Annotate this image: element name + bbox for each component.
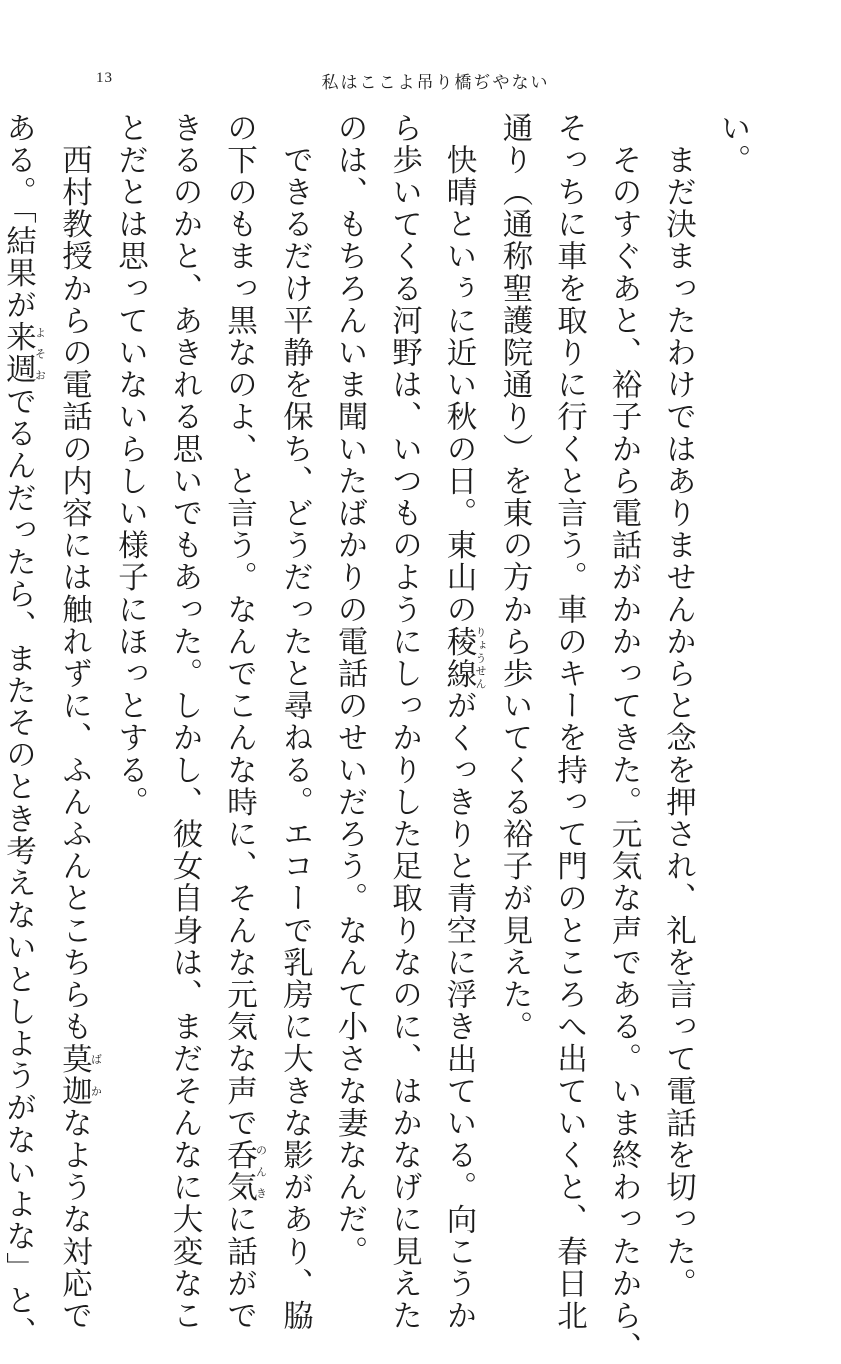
ruby-word: 莫迦ばか <box>56 1042 103 1108</box>
text-segment: ある。「結果が <box>0 112 36 322</box>
text-line: とだとは思っていないらしい様子にほっとする。 <box>112 112 148 819</box>
text-line: まだ決まったわけではありませんからと念を押され、礼を言って電話を切った。 <box>660 112 696 1300</box>
text-segment: に話がで <box>221 1203 257 1332</box>
ruby-word: 来週よそお <box>0 321 47 386</box>
text-segment: の下のもまっ黒なのよ、と言う。なんでこんな時に、そんな元気な声で <box>221 112 257 1140</box>
furigana: ばか <box>89 1042 103 1108</box>
text-line: 通り（通称聖護院通り）を東の方から歩いてくる裕子が見えた。 <box>497 112 532 1043</box>
text-segment: 快晴といぅに近い秋の日。東山の <box>441 112 476 626</box>
ruby-word: 稜線りょうせん <box>441 625 487 690</box>
running-title: 私はここよ吊り橋ぢやない <box>321 73 550 93</box>
text-line: ら歩いてくる河野は、いつものようにしっかりした足取りなのに、はかなげに見えた <box>386 112 422 1332</box>
furigana: よそお <box>33 321 47 386</box>
text-line: い。 <box>715 112 750 177</box>
ruby-word: 呑気のんき <box>221 1139 268 1204</box>
text-line: きるのかと、あきれる思いでもあった。しかし、彼女自身は、まだそんなに大変なこ <box>167 112 202 1332</box>
text-segment: でるんだったら、またそのとき考えないとしようがないよな」と、 <box>0 385 36 1349</box>
text-segment: なような対応で <box>56 1107 92 1332</box>
text-line: のは、もちろんいま聞いたばかりの電話のせいだろう。なんて小さな妻なんだ。 <box>332 112 367 1268</box>
text-line: そっちに車を取りに行くと言う。車のキーを持って門のところへ出ていくと、春日北 <box>551 112 587 1332</box>
text-line <box>0 112 47 1349</box>
text-line <box>211 112 268 1332</box>
page-number: 13 <box>96 70 113 86</box>
vertical-body-text <box>0 112 759 1364</box>
text-segment: 西村教授からの電話の内容には触れずに、ふんふんとこちらも <box>56 112 92 1043</box>
text-line: そのすぐあと、裕子から電話がかかってきた。元気な声である。いま終わったから、 <box>606 112 641 1364</box>
furigana: のんき <box>254 1139 268 1204</box>
furigana: りょうせん <box>474 625 487 690</box>
text-line <box>431 112 487 1332</box>
text-line <box>46 112 103 1332</box>
text-line: できるだけ平静を保ち、どうだったと尋ねる。エコーで乳房に大きな影があり、脇 <box>277 112 313 1332</box>
text-segment: がくっきりと青空に浮き出ている。向こうか <box>441 689 476 1332</box>
